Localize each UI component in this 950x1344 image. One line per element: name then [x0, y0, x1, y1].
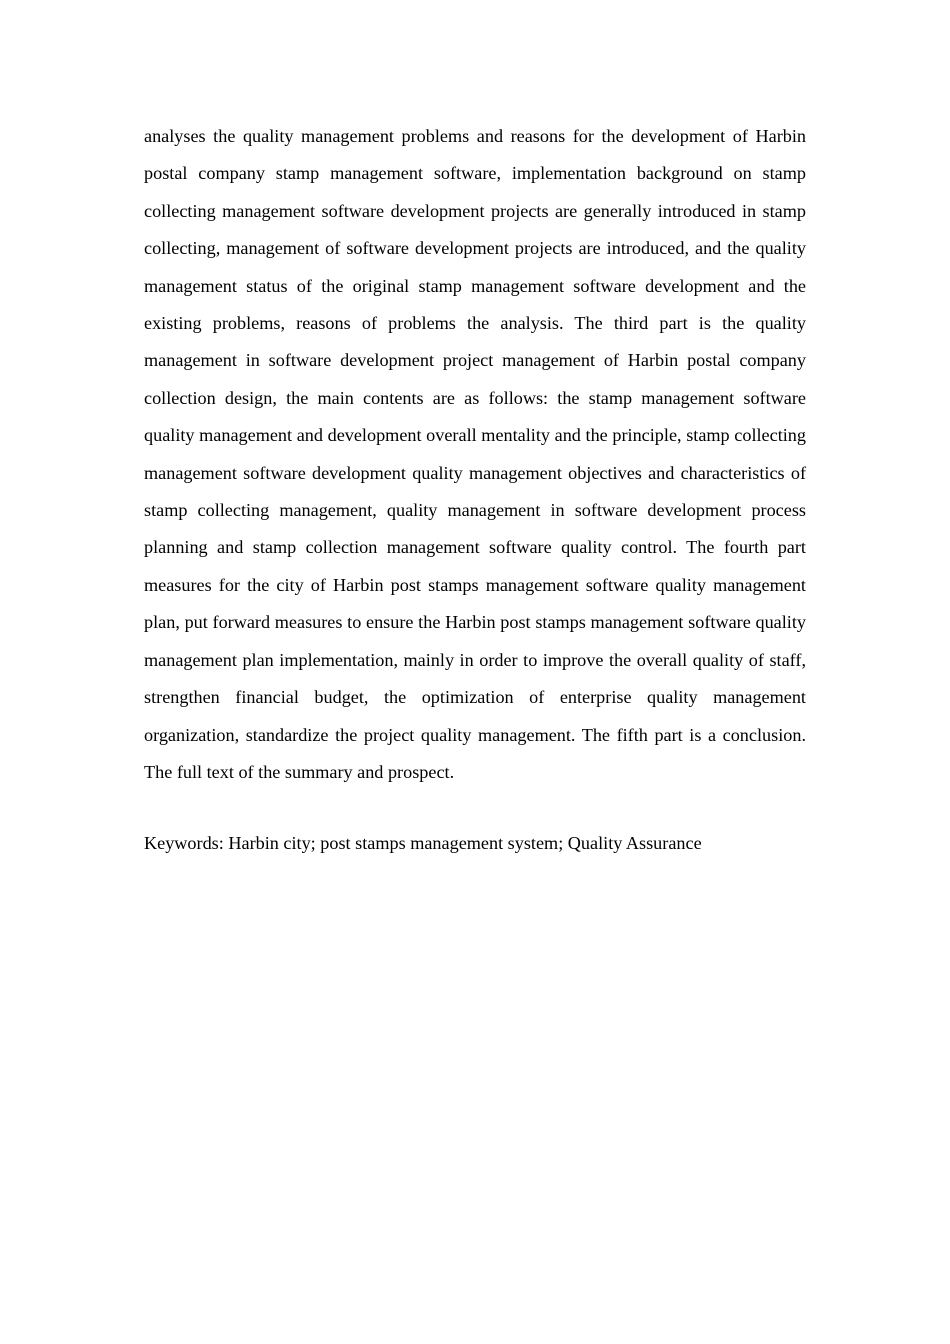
abstract-section [144, 118, 806, 863]
abstract-paragraph: analyses the quality management problems and reasons for the development of Harbin postal company stamp management software, implementation background on stamp collecting management software development projects are generally introduced in stamp collecting, management of software development projects are introduced, and the quality management status of the original stamp management software development and the existing problems, reasons of problems the analysis. The third part is the quality management in software development project management of Harbin postal company collection design, the main contents are as follows: the stamp management software quality management and development overall mentality and the principle, stamp collecting management software development quality management objectives and characteristics of stamp collecting management, quality management in software development process planning and stamp collection management software quality control. The fourth part measures for the city of Harbin post stamps management software quality management plan, put forward measures to ensure the Harbin post stamps management software quality management plan implementation, mainly in order to improve the overall quality of staff, strengthen financial budget, the optimization of enterprise quality management organization, standardize the project quality management. The fifth part is a conclusion. The full text of the summary and prospect. [144, 126, 806, 782]
keywords-line: Keywords: Harbin city; post stamps management system; Quality Assurance [144, 833, 702, 854]
